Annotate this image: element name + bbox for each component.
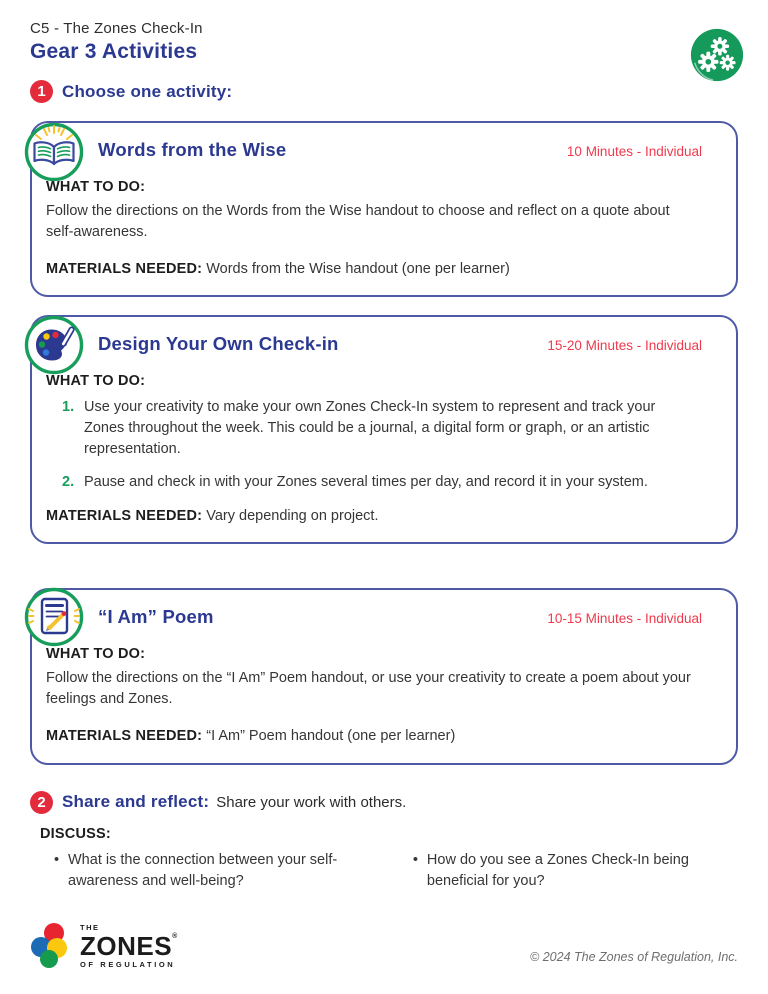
step-2-marker: 2 [30, 791, 53, 814]
discuss-label: DISCUSS: [40, 825, 111, 842]
activity-title: Design Your Own Check-in [98, 333, 339, 355]
course-code: C5 - The Zones Check-In [30, 20, 203, 37]
discuss-question-text: How do you see a Zones Check-In being beneficial for you? [426, 851, 689, 889]
materials-line [46, 259, 691, 279]
poem-document-icon [22, 585, 86, 649]
registered-mark: ® [172, 932, 178, 940]
materials-text: Vary depending on project. [206, 507, 379, 524]
page-header [30, 20, 738, 64]
numbered-step [62, 397, 702, 459]
copyright-text: © 2024 The Zones of Regulation, Inc. [530, 950, 738, 964]
activity-card-i-am-poem [30, 588, 738, 764]
activity-card-words-from-the-wise [30, 121, 738, 297]
materials-text: “I Am” Poem handout (one per learner) [206, 728, 456, 745]
what-to-do-label: WHAT TO DO: [46, 646, 146, 663]
activity-card-design-your-own-check-in [30, 315, 738, 544]
materials-label: MATERIALS NEEDED: [46, 507, 203, 524]
step-text: Use your creativity to make your own Zones Check-In system to represent and track your Zones throughout the week. This could be a journal, a digital form or graph, or an artistic representation. [84, 399, 656, 457]
materials-text: Words from the Wise handout (one per learner) [206, 261, 510, 278]
gears-badge-icon [688, 26, 746, 84]
discuss-question [413, 850, 738, 892]
logo-of-regulation: OF REGULATION [80, 959, 176, 969]
discuss-section [40, 826, 738, 892]
step-2-description: Share your work with others. [216, 793, 407, 811]
step-1-marker: 1 [30, 80, 53, 103]
activity-title: Words from the Wise [98, 139, 287, 160]
zones-of-regulation-logo [30, 922, 178, 970]
step-number: 2. [62, 474, 75, 491]
materials-line [46, 726, 691, 746]
activity-duration: 15-20 Minutes - Individual [547, 338, 702, 354]
materials-label: MATERIALS NEEDED: [46, 261, 203, 278]
materials-line [46, 506, 691, 526]
what-to-do-label: WHAT TO DO: [46, 179, 146, 195]
step-1-row [30, 80, 738, 103]
step-1-label: Choose one activity: [62, 81, 233, 101]
bullet-icon: • [54, 851, 60, 868]
what-to-do-text: Follow the directions on the “I Am” Poem handout, or use your creativity to create a poem about your feelings and Zones. [46, 670, 691, 707]
bullet-icon: • [412, 851, 418, 868]
zones-logo-text [80, 924, 178, 968]
activity-duration: 10-15 Minutes - Individual [547, 611, 702, 627]
discuss-question-text: What is the connection between your self-awareness and well-being? [68, 851, 338, 889]
zones-logo-icon [30, 922, 76, 970]
numbered-step [62, 472, 702, 493]
what-to-do-text: Follow the directions on the Words from the Wise handout to choose and reflect on a quote about self-awareness. [46, 203, 670, 240]
activity-duration: 10 Minutes - Individual [566, 144, 702, 159]
step-text: Pause and check in with your Zones several times per day, and record it in your system. [84, 474, 648, 491]
materials-label: MATERIALS NEEDED: [46, 728, 203, 745]
discuss-question [54, 850, 389, 892]
logo-the: THE [80, 923, 100, 932]
what-to-do-label: WHAT TO DO: [46, 373, 146, 390]
page-title: Gear 3 Activities [30, 40, 198, 63]
logo-zones: ZONES® [80, 930, 178, 961]
step-number: 1. [62, 399, 75, 416]
step-2-label: Share and reflect: [62, 792, 210, 812]
open-book-icon [22, 118, 86, 182]
page-footer [30, 922, 738, 970]
numbered-steps-list [46, 397, 702, 492]
palette-icon [22, 312, 86, 376]
step-2-row [30, 791, 738, 814]
activity-title: “I Am” Poem [98, 606, 214, 628]
